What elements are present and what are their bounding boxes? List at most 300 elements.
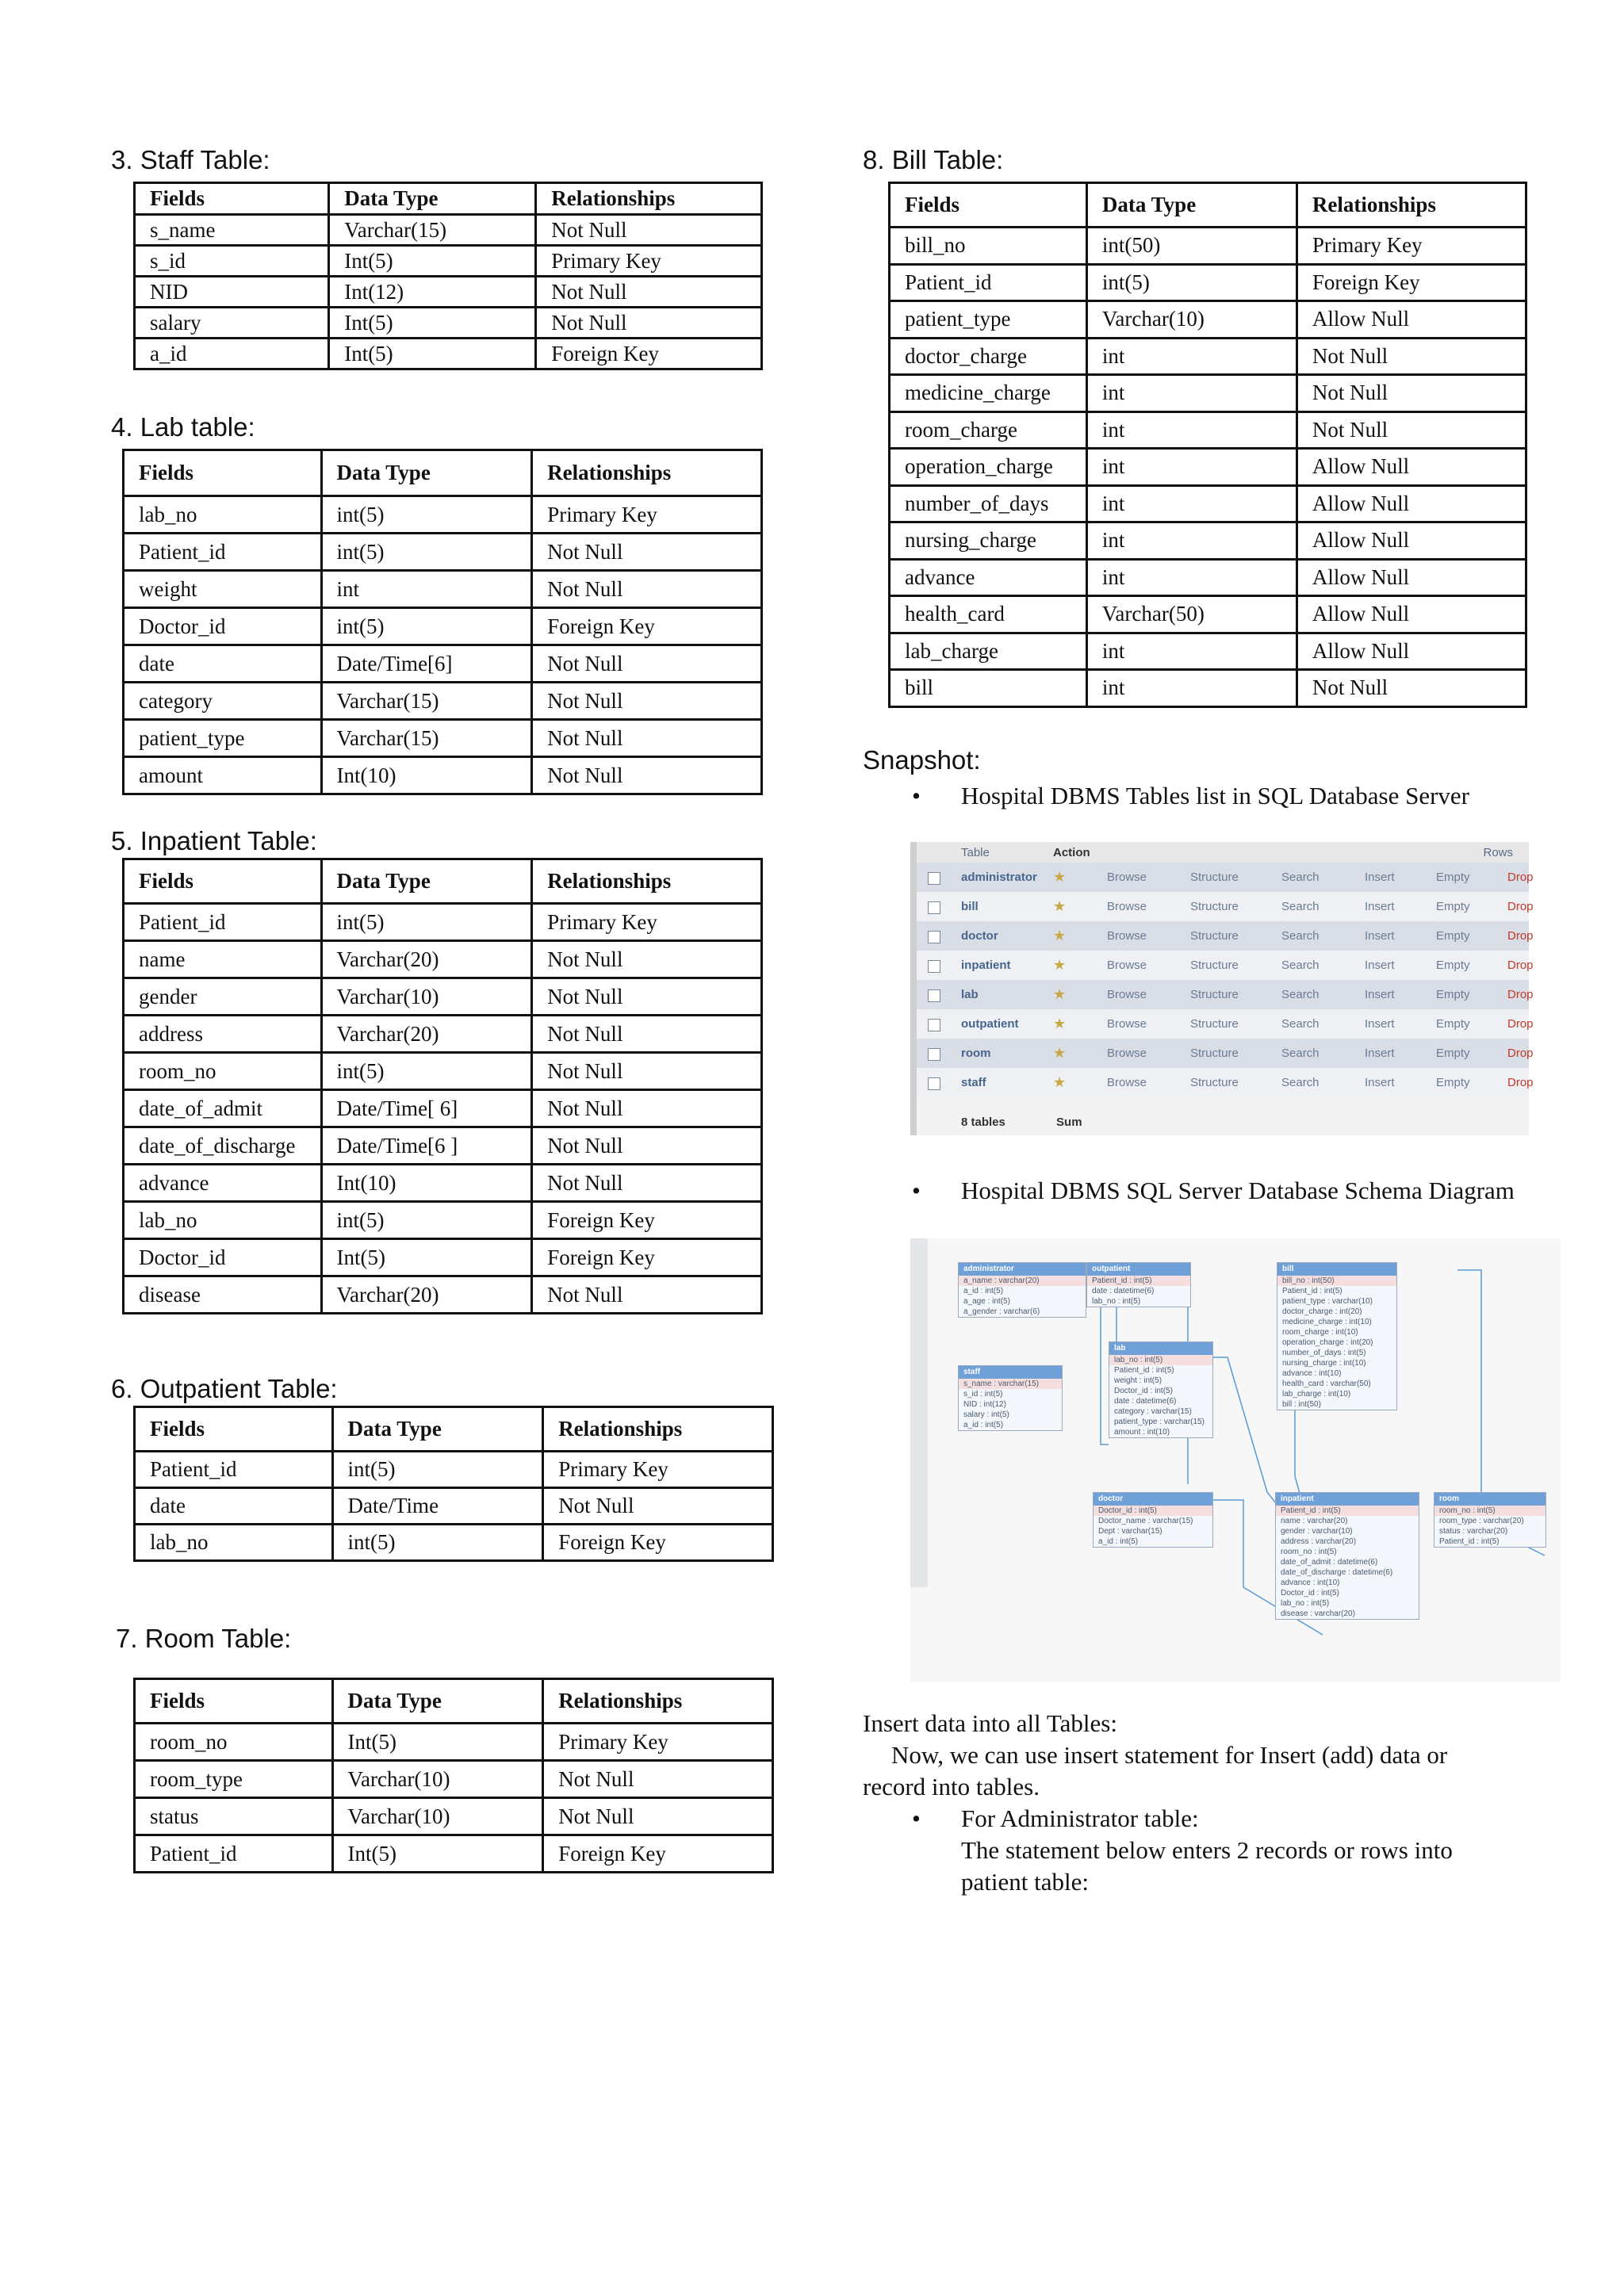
action-search-link[interactable]: Search bbox=[1281, 1017, 1320, 1031]
table-cell: Patient_id bbox=[135, 1452, 333, 1488]
action-empty-link[interactable]: Empty bbox=[1436, 900, 1470, 913]
table-cell: int(5) bbox=[321, 904, 532, 941]
action-insert-link[interactable]: Insert bbox=[1365, 900, 1395, 913]
table-cell: Varchar(20) bbox=[321, 941, 532, 978]
table-row bbox=[135, 1835, 773, 1873]
table-cell: Not Null bbox=[532, 1127, 762, 1165]
entity-field: status : varchar(20) bbox=[1439, 1527, 1508, 1536]
table-cell: Not Null bbox=[536, 277, 762, 308]
table-cell: int(5) bbox=[321, 496, 532, 534]
table-cell: room_no bbox=[135, 1724, 333, 1761]
row-checkbox[interactable] bbox=[928, 1019, 940, 1031]
entity-title: bill bbox=[1277, 1263, 1396, 1276]
table-cell: Primary Key bbox=[536, 246, 762, 277]
entity-field: Patient_id : int(5) bbox=[1114, 1366, 1174, 1375]
action-browse-link[interactable]: Browse bbox=[1107, 959, 1147, 972]
column-header: Relationships bbox=[543, 1679, 773, 1724]
entity-field: nursing_charge : int(10) bbox=[1282, 1359, 1366, 1368]
schema-entity-lab[interactable] bbox=[1109, 1341, 1213, 1438]
entity-field: category : varchar(15) bbox=[1114, 1407, 1192, 1416]
table-cell: Varchar(50) bbox=[1086, 596, 1297, 633]
table-cell: Not Null bbox=[532, 1016, 762, 1053]
table-cell: Varchar(10) bbox=[332, 1798, 543, 1835]
entity-field: lab_no : int(5) bbox=[1092, 1297, 1141, 1306]
action-drop-link[interactable]: Drop bbox=[1507, 929, 1534, 943]
entity-field: amount : int(10) bbox=[1114, 1428, 1170, 1437]
table-cell: health_card bbox=[890, 596, 1087, 633]
table-row bbox=[135, 1798, 773, 1835]
table-cell: Int(5) bbox=[321, 1239, 532, 1276]
entity-field: a_id : int(5) bbox=[963, 1287, 1004, 1295]
column-header: Relationships bbox=[543, 1407, 773, 1452]
action-search-link[interactable]: Search bbox=[1281, 1076, 1320, 1089]
table-cell: int bbox=[1086, 485, 1297, 522]
entity-title: doctor bbox=[1094, 1493, 1212, 1506]
table-row bbox=[124, 904, 762, 941]
table-cell: Not Null bbox=[532, 645, 762, 683]
table-cell: int(5) bbox=[321, 1053, 532, 1090]
table-cell: Primary Key bbox=[532, 904, 762, 941]
tables-count: 8 tables bbox=[961, 1115, 1005, 1129]
table-row bbox=[135, 339, 762, 369]
table-cell: int bbox=[1086, 559, 1297, 596]
entity-field: patient_type : varchar(10) bbox=[1282, 1297, 1373, 1306]
table-cell: Not Null bbox=[536, 308, 762, 339]
table-cell: Not Null bbox=[543, 1798, 773, 1835]
table-cell: Int(5) bbox=[332, 1724, 543, 1761]
table-cell: Not Null bbox=[1297, 375, 1526, 412]
table-list-row[interactable] bbox=[917, 921, 1534, 951]
table-row bbox=[124, 1276, 762, 1314]
column-header: Data Type bbox=[332, 1679, 543, 1724]
table-cell: Varchar(20) bbox=[321, 1016, 532, 1053]
entity-title: outpatient bbox=[1087, 1263, 1190, 1276]
table-cell: Not Null bbox=[532, 757, 762, 794]
table-cell: int bbox=[1086, 522, 1297, 560]
bullet-symbol: • bbox=[912, 782, 921, 809]
action-insert-link[interactable]: Insert bbox=[1365, 929, 1395, 943]
entity-field: lab_charge : int(10) bbox=[1282, 1390, 1351, 1399]
table-cell: Int(5) bbox=[332, 1835, 543, 1873]
action-structure-link[interactable]: Structure bbox=[1190, 959, 1239, 972]
action-search-link[interactable]: Search bbox=[1281, 1047, 1320, 1060]
table-row bbox=[124, 978, 762, 1016]
schema-entity-doctor[interactable] bbox=[1093, 1492, 1213, 1548]
table-cell: Patient_id bbox=[135, 1835, 333, 1873]
table-cell: Primary Key bbox=[1297, 228, 1526, 265]
table-list-row[interactable] bbox=[917, 951, 1534, 980]
schema-diagram bbox=[910, 1238, 1561, 1682]
entity-field: Doctor_id : int(5) bbox=[1281, 1589, 1339, 1598]
table-name-link[interactable]: lab bbox=[961, 988, 979, 1001]
table-cell: room_charge bbox=[890, 411, 1087, 449]
row-checkbox[interactable] bbox=[928, 989, 940, 1002]
column-header: Fields bbox=[135, 183, 329, 215]
table-row bbox=[124, 1016, 762, 1053]
inpatient-heading: 5. Inpatient Table: bbox=[111, 826, 317, 855]
table-cell: room_type bbox=[135, 1761, 333, 1798]
action-browse-link[interactable]: Browse bbox=[1107, 1076, 1147, 1089]
column-header: Relationships bbox=[1297, 183, 1526, 228]
row-checkbox[interactable] bbox=[928, 1048, 940, 1061]
table-header-row bbox=[135, 1407, 773, 1452]
table-row bbox=[890, 264, 1526, 301]
row-checkbox[interactable] bbox=[928, 1077, 940, 1090]
favorite-star-icon[interactable]: ★ bbox=[1053, 869, 1067, 885]
table-cell: patient_type bbox=[890, 301, 1087, 339]
table-cell: Doctor_id bbox=[124, 608, 322, 645]
schema-entity-outpatient[interactable] bbox=[1086, 1262, 1191, 1307]
table-row bbox=[124, 683, 762, 720]
table-cell: Not Null bbox=[1297, 670, 1526, 707]
entity-field: disease : varchar(20) bbox=[1281, 1609, 1355, 1618]
snapshot-heading: Snapshot: bbox=[863, 745, 981, 775]
action-insert-link[interactable]: Insert bbox=[1365, 871, 1395, 884]
table-cell: int bbox=[1086, 375, 1297, 412]
table-cell: disease bbox=[124, 1276, 322, 1314]
action-empty-link[interactable]: Empty bbox=[1436, 1076, 1470, 1089]
table-list-row[interactable] bbox=[917, 1009, 1534, 1039]
table-list-row[interactable] bbox=[917, 1068, 1534, 1097]
action-structure-link[interactable]: Structure bbox=[1190, 1076, 1239, 1089]
room-table bbox=[133, 1678, 774, 1873]
action-drop-link[interactable]: Drop bbox=[1507, 959, 1534, 972]
entity-field: number_of_days : int(5) bbox=[1282, 1349, 1366, 1357]
entity-field: room_no : int(5) bbox=[1434, 1506, 1545, 1516]
entity-field: date : datetime(6) bbox=[1114, 1397, 1177, 1406]
entity-title: staff bbox=[959, 1366, 1062, 1379]
table-row bbox=[890, 375, 1526, 412]
entity-title: administrator bbox=[959, 1263, 1086, 1276]
action-insert-link[interactable]: Insert bbox=[1365, 1017, 1395, 1031]
table-cell: Not Null bbox=[532, 1053, 762, 1090]
table-cell: lab_no bbox=[124, 496, 322, 534]
table-cell: Not Null bbox=[532, 1276, 762, 1314]
bullet-symbol: • bbox=[912, 1177, 921, 1204]
action-browse-link[interactable]: Browse bbox=[1107, 1017, 1147, 1031]
table-cell: NID bbox=[135, 277, 329, 308]
table-cell: Primary Key bbox=[543, 1452, 773, 1488]
column-header: Fields bbox=[135, 1407, 333, 1452]
table-cell: s_name bbox=[135, 215, 329, 246]
column-header: Fields bbox=[124, 859, 322, 904]
table-cell: Int(5) bbox=[329, 308, 536, 339]
table-cell: Not Null bbox=[536, 215, 762, 246]
table-cell: Foreign Key bbox=[536, 339, 762, 369]
action-empty-link[interactable]: Empty bbox=[1436, 929, 1470, 943]
action-drop-link[interactable]: Drop bbox=[1507, 1076, 1534, 1089]
entity-field: medicine_charge : int(10) bbox=[1282, 1318, 1372, 1326]
action-search-link[interactable]: Search bbox=[1281, 900, 1320, 913]
table-row bbox=[124, 608, 762, 645]
table-row bbox=[135, 277, 762, 308]
room-heading: 7. Room Table: bbox=[116, 1624, 292, 1653]
entity-field: date_of_discharge : datetime(6) bbox=[1281, 1568, 1393, 1577]
entity-title: room bbox=[1434, 1493, 1545, 1506]
column-header: Relationships bbox=[536, 183, 762, 215]
action-search-link[interactable]: Search bbox=[1281, 929, 1320, 943]
action-empty-link[interactable]: Empty bbox=[1436, 959, 1470, 972]
table-cell: room_no bbox=[124, 1053, 322, 1090]
table-cell: Foreign Key bbox=[532, 608, 762, 645]
action-structure-link[interactable]: Structure bbox=[1190, 929, 1239, 943]
table-name-link[interactable]: outpatient bbox=[961, 1017, 1019, 1031]
action-empty-link[interactable]: Empty bbox=[1436, 1017, 1470, 1031]
entity-field: room_type : varchar(20) bbox=[1439, 1517, 1524, 1525]
table-row bbox=[135, 1724, 773, 1761]
table-cell: advance bbox=[124, 1165, 322, 1202]
table-row bbox=[890, 633, 1526, 670]
table-cell: int bbox=[1086, 449, 1297, 486]
table-cell: int bbox=[321, 571, 532, 608]
column-header: Data Type bbox=[329, 183, 536, 215]
entity-field: Patient_id : int(5) bbox=[1276, 1506, 1419, 1516]
table-row bbox=[890, 596, 1526, 633]
action-insert-link[interactable]: Insert bbox=[1365, 1047, 1395, 1060]
action-empty-link[interactable]: Empty bbox=[1436, 871, 1470, 884]
table-name-link[interactable]: doctor bbox=[961, 929, 998, 943]
entity-field: date_of_admit : datetime(6) bbox=[1281, 1558, 1378, 1567]
table-cell: int(5) bbox=[321, 608, 532, 645]
insert-line-4: patient table: bbox=[961, 1868, 1089, 1896]
table-row bbox=[890, 338, 1526, 375]
table-cell: Not Null bbox=[532, 941, 762, 978]
schema-entity-inpatient[interactable] bbox=[1275, 1492, 1419, 1620]
table-cell: lab_no bbox=[124, 1202, 322, 1239]
table-row bbox=[124, 534, 762, 571]
entity-field: name : varchar(20) bbox=[1281, 1517, 1348, 1525]
table-row bbox=[135, 1761, 773, 1798]
action-browse-link[interactable]: Browse bbox=[1107, 988, 1147, 1001]
table-cell: Patient_id bbox=[890, 264, 1087, 301]
inpatient-table bbox=[122, 858, 763, 1314]
table-cell: int(5) bbox=[332, 1452, 543, 1488]
schema-entity-bill[interactable] bbox=[1277, 1262, 1397, 1410]
insert-line-2: record into tables. bbox=[863, 1773, 1040, 1800]
table-cell: Allow Null bbox=[1297, 485, 1526, 522]
table-cell: Foreign Key bbox=[543, 1525, 773, 1561]
table-cell: Primary Key bbox=[543, 1724, 773, 1761]
table-row bbox=[124, 1053, 762, 1090]
entity-field: weight : int(5) bbox=[1114, 1376, 1162, 1385]
table-cell: Allow Null bbox=[1297, 559, 1526, 596]
table-name-link[interactable]: staff bbox=[961, 1076, 986, 1089]
table-cell: lab_charge bbox=[890, 633, 1087, 670]
column-header: Fields bbox=[135, 1679, 333, 1724]
staff-table bbox=[133, 182, 763, 370]
entity-field: NID : int(12) bbox=[963, 1400, 1006, 1409]
action-structure-link[interactable]: Structure bbox=[1190, 988, 1239, 1001]
table-name-link[interactable]: room bbox=[961, 1047, 991, 1060]
table-row bbox=[124, 1090, 762, 1127]
table-cell: Not Null bbox=[543, 1488, 773, 1525]
table-cell: status bbox=[135, 1798, 333, 1835]
entity-field: Doctor_id : int(5) bbox=[1114, 1387, 1173, 1395]
table-cell: Varchar(10) bbox=[321, 978, 532, 1016]
table-row bbox=[124, 645, 762, 683]
action-structure-link[interactable]: Structure bbox=[1190, 871, 1239, 884]
outpatient-heading: 6. Outpatient Table: bbox=[111, 1374, 338, 1403]
action-insert-link[interactable]: Insert bbox=[1365, 1076, 1395, 1089]
entity-field: bill : int(50) bbox=[1282, 1400, 1321, 1409]
table-cell: bill bbox=[890, 670, 1087, 707]
table-cell: Varchar(15) bbox=[329, 215, 536, 246]
col-action-header: Action bbox=[1053, 846, 1090, 859]
entity-field: a_id : int(5) bbox=[963, 1421, 1004, 1429]
table-row bbox=[124, 1127, 762, 1165]
row-checkbox[interactable] bbox=[928, 931, 940, 943]
table-cell: Int(10) bbox=[321, 757, 532, 794]
table-cell: Foreign Key bbox=[532, 1239, 762, 1276]
favorite-star-icon[interactable]: ★ bbox=[1053, 986, 1067, 1002]
table-cell: Date/Time[ 6] bbox=[321, 1090, 532, 1127]
favorite-star-icon[interactable]: ★ bbox=[1053, 898, 1067, 914]
table-row bbox=[890, 559, 1526, 596]
table-cell: int bbox=[1086, 338, 1297, 375]
column-header: Data Type bbox=[1086, 183, 1297, 228]
table-row bbox=[135, 308, 762, 339]
action-drop-link[interactable]: Drop bbox=[1507, 871, 1534, 884]
entity-field: salary : int(5) bbox=[963, 1410, 1009, 1419]
action-structure-link[interactable]: Structure bbox=[1190, 1017, 1239, 1031]
table-cell: Not Null bbox=[543, 1761, 773, 1798]
action-structure-link[interactable]: Structure bbox=[1190, 1047, 1239, 1060]
table-list-row[interactable] bbox=[917, 892, 1534, 921]
table-cell: date bbox=[135, 1488, 333, 1525]
entity-title: inpatient bbox=[1276, 1493, 1419, 1506]
table-cell: int(5) bbox=[332, 1525, 543, 1561]
bill-table bbox=[888, 182, 1527, 708]
schema-entity-administrator[interactable] bbox=[958, 1262, 1086, 1318]
table-cell: date_of_admit bbox=[124, 1090, 322, 1127]
tables-list-rows bbox=[917, 863, 1534, 1097]
table-cell: salary bbox=[135, 308, 329, 339]
row-checkbox[interactable] bbox=[928, 872, 940, 885]
favorite-star-icon[interactable]: ★ bbox=[1053, 1016, 1067, 1031]
favorite-star-icon[interactable]: ★ bbox=[1053, 1074, 1067, 1090]
entity-field: s_name : varchar(15) bbox=[959, 1379, 1062, 1389]
favorite-star-icon[interactable]: ★ bbox=[1053, 928, 1067, 943]
table-cell: address bbox=[124, 1016, 322, 1053]
table-row bbox=[135, 215, 762, 246]
action-empty-link[interactable]: Empty bbox=[1436, 988, 1470, 1001]
table-cell: lab_no bbox=[135, 1525, 333, 1561]
action-browse-link[interactable]: Browse bbox=[1107, 900, 1147, 913]
entity-field: date : datetime(6) bbox=[1092, 1287, 1155, 1295]
table-list-row[interactable] bbox=[917, 980, 1534, 1009]
table-cell: Patient_id bbox=[124, 534, 322, 571]
action-insert-link[interactable]: Insert bbox=[1365, 988, 1395, 1001]
table-cell: Varchar(15) bbox=[321, 683, 532, 720]
entity-field: room_charge : int(10) bbox=[1282, 1328, 1358, 1337]
insert-title: Insert data into all Tables: bbox=[863, 1709, 1117, 1737]
entity-field: Dept : varchar(15) bbox=[1098, 1527, 1162, 1536]
table-row bbox=[124, 1202, 762, 1239]
action-insert-link[interactable]: Insert bbox=[1365, 959, 1395, 972]
entity-field: lab_no : int(5) bbox=[1281, 1599, 1330, 1608]
column-header: Data Type bbox=[321, 859, 532, 904]
action-drop-link[interactable]: Drop bbox=[1507, 900, 1534, 913]
row-checkbox[interactable] bbox=[928, 901, 940, 914]
table-cell: s_id bbox=[135, 246, 329, 277]
table-cell: Int(10) bbox=[321, 1165, 532, 1202]
action-empty-link[interactable]: Empty bbox=[1436, 1047, 1470, 1060]
table-name-link[interactable]: bill bbox=[961, 900, 979, 913]
table-cell: Date/Time[6 ] bbox=[321, 1127, 532, 1165]
table-row bbox=[890, 670, 1526, 707]
table-cell: Not Null bbox=[532, 571, 762, 608]
table-row bbox=[124, 1165, 762, 1202]
entity-field: lab_no : int(5) bbox=[1109, 1355, 1212, 1365]
table-row bbox=[890, 485, 1526, 522]
table-cell: nursing_charge bbox=[890, 522, 1087, 560]
table-list-row[interactable] bbox=[917, 863, 1534, 892]
action-drop-link[interactable]: Drop bbox=[1507, 988, 1534, 1001]
entity-field: Doctor_id : int(5) bbox=[1094, 1506, 1212, 1516]
action-search-link[interactable]: Search bbox=[1281, 959, 1320, 972]
entity-field: doctor_charge : int(20) bbox=[1282, 1307, 1362, 1316]
table-cell: Not Null bbox=[532, 534, 762, 571]
table-cell: Varchar(10) bbox=[332, 1761, 543, 1798]
action-browse-link[interactable]: Browse bbox=[1107, 871, 1147, 884]
entity-field: Patient_id : int(5) bbox=[1439, 1537, 1500, 1546]
table-list-row[interactable] bbox=[917, 1039, 1534, 1068]
snapshot-caption-2: Hospital DBMS SQL Server Database Schema Diagram bbox=[961, 1177, 1515, 1204]
entity-field: a_id : int(5) bbox=[1098, 1537, 1139, 1546]
action-search-link[interactable]: Search bbox=[1281, 871, 1320, 884]
table-cell: Doctor_id bbox=[124, 1239, 322, 1276]
schema-entity-room[interactable] bbox=[1434, 1492, 1546, 1548]
table-cell: Foreign Key bbox=[543, 1835, 773, 1873]
table-cell: Not Null bbox=[532, 978, 762, 1016]
entity-field: a_gender : varchar(6) bbox=[963, 1307, 1040, 1316]
table-cell: date bbox=[124, 645, 322, 683]
table-cell: Not Null bbox=[532, 683, 762, 720]
insert-line-3: The statement below enters 2 records or rows into bbox=[961, 1836, 1453, 1864]
table-cell: Int(12) bbox=[329, 277, 536, 308]
favorite-star-icon[interactable]: ★ bbox=[1053, 957, 1067, 973]
table-cell: Allow Null bbox=[1297, 449, 1526, 486]
table-cell: weight bbox=[124, 571, 322, 608]
entity-field: patient_type : varchar(15) bbox=[1114, 1418, 1205, 1426]
action-drop-link[interactable]: Drop bbox=[1507, 1047, 1534, 1060]
entity-field: bill_no : int(50) bbox=[1277, 1276, 1396, 1286]
action-browse-link[interactable]: Browse bbox=[1107, 929, 1147, 943]
entity-field: a_name : varchar(20) bbox=[959, 1276, 1086, 1286]
table-row bbox=[124, 1239, 762, 1276]
table-cell: Allow Null bbox=[1297, 633, 1526, 670]
schema-entity-staff[interactable] bbox=[958, 1365, 1063, 1431]
table-cell: int(5) bbox=[321, 1202, 532, 1239]
table-cell: Int(5) bbox=[329, 339, 536, 369]
table-name-link[interactable]: administrator bbox=[961, 871, 1037, 884]
column-header: Data Type bbox=[321, 450, 532, 496]
table-header-row bbox=[124, 859, 762, 904]
action-structure-link[interactable]: Structure bbox=[1190, 900, 1239, 913]
table-name-link[interactable]: inpatient bbox=[961, 959, 1011, 972]
row-checkbox[interactable] bbox=[928, 960, 940, 973]
action-browse-link[interactable]: Browse bbox=[1107, 1047, 1147, 1060]
action-search-link[interactable]: Search bbox=[1281, 988, 1320, 1001]
table-cell: name bbox=[124, 941, 322, 978]
outpatient-table bbox=[133, 1406, 774, 1562]
favorite-star-icon[interactable]: ★ bbox=[1053, 1045, 1067, 1061]
table-cell: advance bbox=[890, 559, 1087, 596]
action-drop-link[interactable]: Drop bbox=[1507, 1017, 1534, 1031]
tables-sum: Sum bbox=[1056, 1115, 1082, 1129]
entity-field: advance : int(10) bbox=[1282, 1369, 1342, 1378]
table-row bbox=[124, 941, 762, 978]
